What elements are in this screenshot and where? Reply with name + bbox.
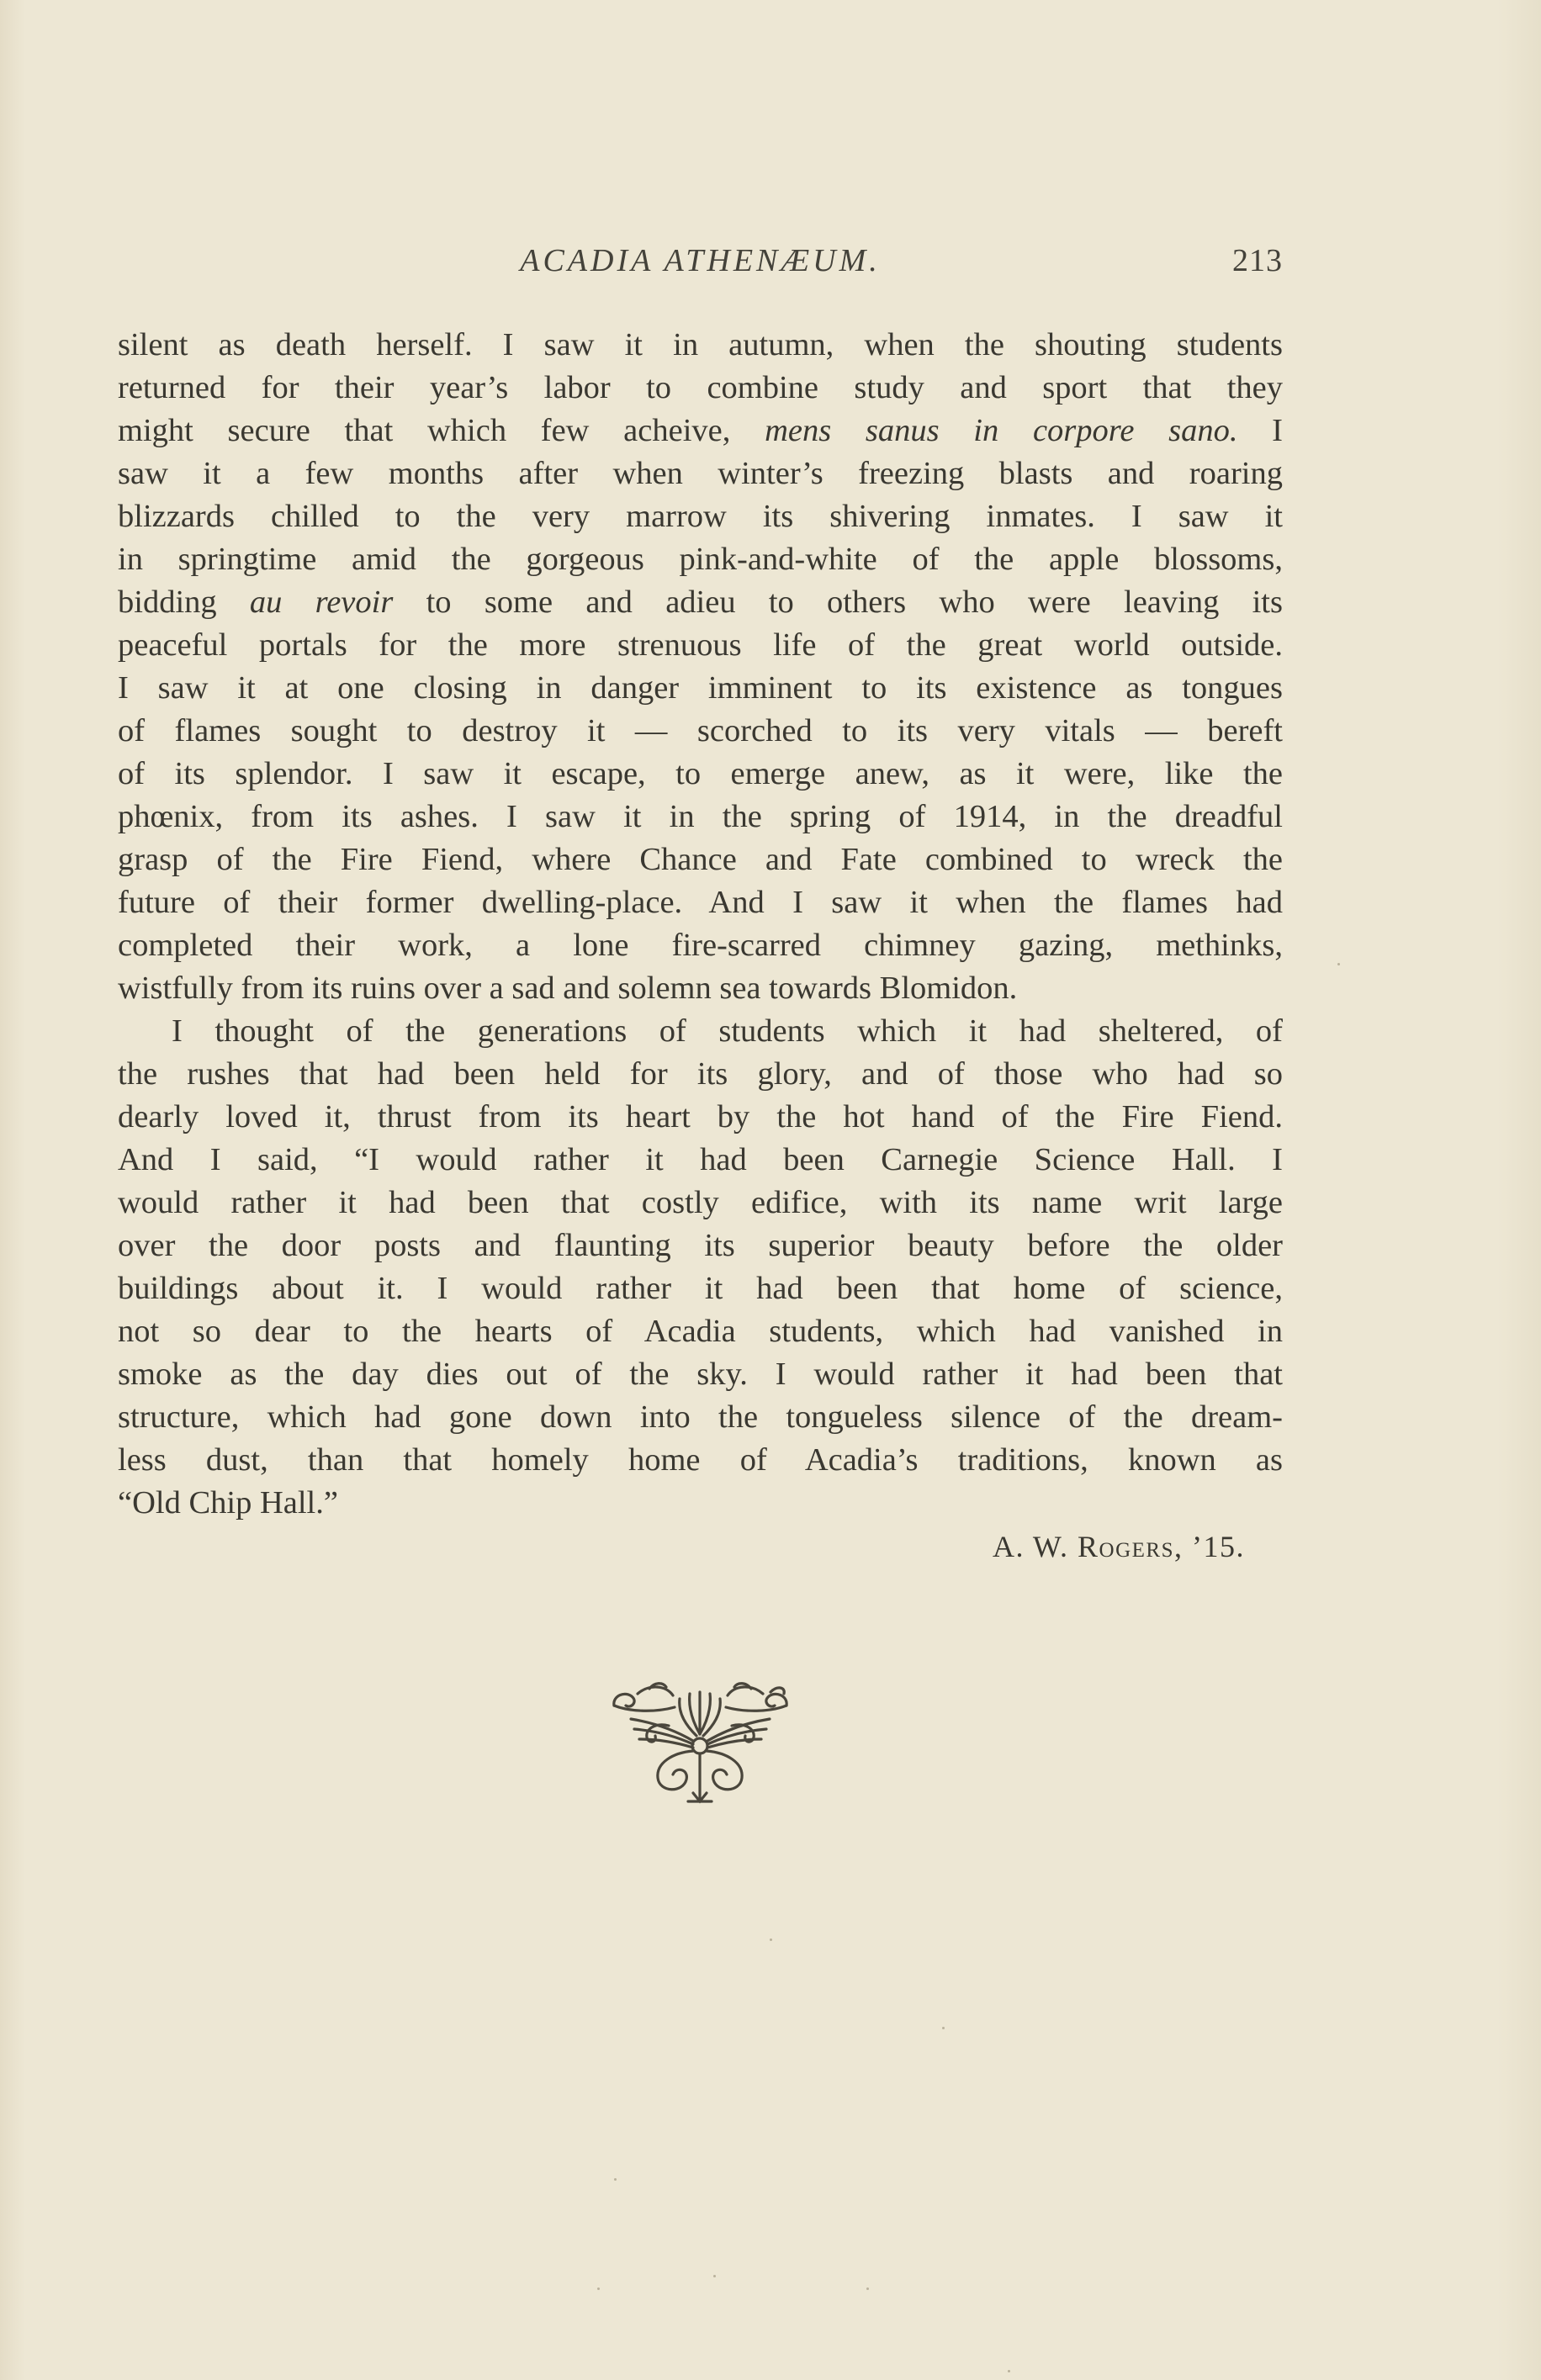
italic-phrase: mens sanus in corpore sano.	[765, 413, 1238, 448]
text-line	[118, 1096, 1283, 1139]
text-segment: phœnix, from its ashes. I saw it in the spring of 1914, in the dreadful	[118, 799, 1283, 834]
signature-year: , ’15.	[1174, 1530, 1245, 1563]
text-line	[118, 838, 1283, 881]
page-number: 213	[1232, 243, 1283, 278]
text-line	[118, 624, 1283, 667]
text-line	[118, 538, 1283, 581]
text-segment: “Old Chip Hall.”	[118, 1485, 338, 1521]
text-segment: not so dear to the hearts of Acadia students, which had vanished in	[118, 1314, 1283, 1349]
text-segment: wistfully from its ruins over a sad and solemn sea towards Blomidon.	[118, 971, 1018, 1006]
text-segment: buildings about it. I would rather it had been that home of science,	[118, 1271, 1283, 1306]
text-line	[118, 710, 1283, 753]
text-segment: blizzards chilled to the very marrow its shivering inmates. I saw it	[118, 499, 1283, 534]
running-title: ACADIA ATHENÆUM.	[520, 243, 881, 278]
text-segment: I	[1237, 413, 1283, 448]
text-segment: returned for their year’s labor to combine study and sport that they	[118, 370, 1283, 405]
text-line	[118, 452, 1283, 495]
paper-speck	[1008, 2370, 1010, 2372]
paper-speck	[597, 2287, 600, 2290]
text-segment: peaceful portals for the more strenuous life of the great world outside.	[118, 627, 1283, 663]
text-line	[118, 753, 1283, 796]
paper-speck	[614, 2178, 617, 2181]
paper-speck	[770, 1938, 772, 1941]
text-segment: over the door posts and flaunting its superior beauty before the older	[118, 1228, 1283, 1263]
text-segment: structure, which had gone down into the tongueless silence of the dream-	[118, 1399, 1283, 1435]
text-segment: smoke as the day dies out of the sky. I would rather it had been that	[118, 1357, 1283, 1392]
text-line	[118, 1139, 1283, 1182]
text-line	[118, 924, 1283, 967]
text-segment: less dust, than that homely home of Acadia’s traditions, known as	[118, 1442, 1283, 1478]
text-line	[118, 1310, 1283, 1353]
signature-surname: Rogers	[1078, 1530, 1174, 1563]
floral-ornament-icon	[606, 1675, 795, 1814]
text-segment: of its splendor. I saw it escape, to emerge anew, as it were, like the	[118, 756, 1283, 791]
text-line	[118, 1224, 1283, 1267]
text-segment: dearly loved it, thrust from its heart by the hot hand of the Fire Fiend.	[118, 1099, 1283, 1134]
text-line	[118, 1482, 1283, 1525]
text-segment: I thought of the generations of students which it had sheltered, of	[172, 1013, 1283, 1049]
text-segment: future of their former dwelling-place. And I saw it when the flames had	[118, 885, 1283, 920]
text-segment: silent as death herself. I saw it in autumn, when the shouting students	[118, 327, 1283, 362]
text-segment: bidding	[118, 584, 250, 620]
text-line	[118, 667, 1283, 710]
text-segment: might secure that which few acheive,	[118, 413, 765, 448]
text-line	[118, 796, 1283, 838]
paragraph	[118, 324, 1283, 1010]
text-line	[118, 967, 1283, 1010]
text-line	[118, 581, 1283, 624]
text-segment: to some and adieu to others who were leaving its	[393, 584, 1283, 620]
text-line	[118, 367, 1283, 410]
text-line	[118, 1353, 1283, 1396]
running-header	[118, 242, 1283, 284]
text-line	[118, 324, 1283, 367]
paper-speck	[1337, 963, 1340, 965]
text-segment: would rather it had been that costly edifice, with its name writ large	[118, 1185, 1283, 1220]
text-segment: saw it a few months after when winter’s freezing blasts and roaring	[118, 456, 1283, 491]
paragraph	[118, 1010, 1283, 1525]
paper-speck	[713, 2275, 716, 2277]
text-line	[118, 495, 1283, 538]
text-line	[118, 410, 1283, 452]
text-line	[118, 1396, 1283, 1439]
text-line	[118, 1267, 1283, 1310]
article-body	[118, 324, 1283, 1525]
text-line	[118, 1439, 1283, 1482]
text-segment: I saw it at one closing in danger imminent to its existence as tongues	[118, 670, 1283, 706]
text-line	[118, 1010, 1283, 1053]
text-line	[118, 1053, 1283, 1096]
text-line	[118, 881, 1283, 924]
text-segment: in springtime amid the gorgeous pink-and-white of the apple blossoms,	[118, 542, 1283, 577]
text-segment: of flames sought to destroy it — scorched to its very vitals — bereft	[118, 713, 1283, 748]
author-signature	[993, 1529, 1245, 1564]
text-segment: the rushes that had been held for its glory, and of those who had so	[118, 1056, 1283, 1092]
signature-initials: A. W.	[992, 1530, 1078, 1563]
italic-phrase: au revoir	[249, 584, 394, 620]
text-segment: completed their work, a lone fire-scarred chimney gazing, methinks,	[118, 928, 1283, 963]
text-segment: grasp of the Fire Fiend, where Chance and Fate combined to wreck the	[118, 842, 1283, 877]
text-segment: And I said, “I would rather it had been Carnegie Science Hall. I	[118, 1142, 1283, 1177]
text-line	[118, 1182, 1283, 1224]
paper-speck	[866, 2287, 869, 2290]
paper-speck	[942, 2027, 945, 2029]
